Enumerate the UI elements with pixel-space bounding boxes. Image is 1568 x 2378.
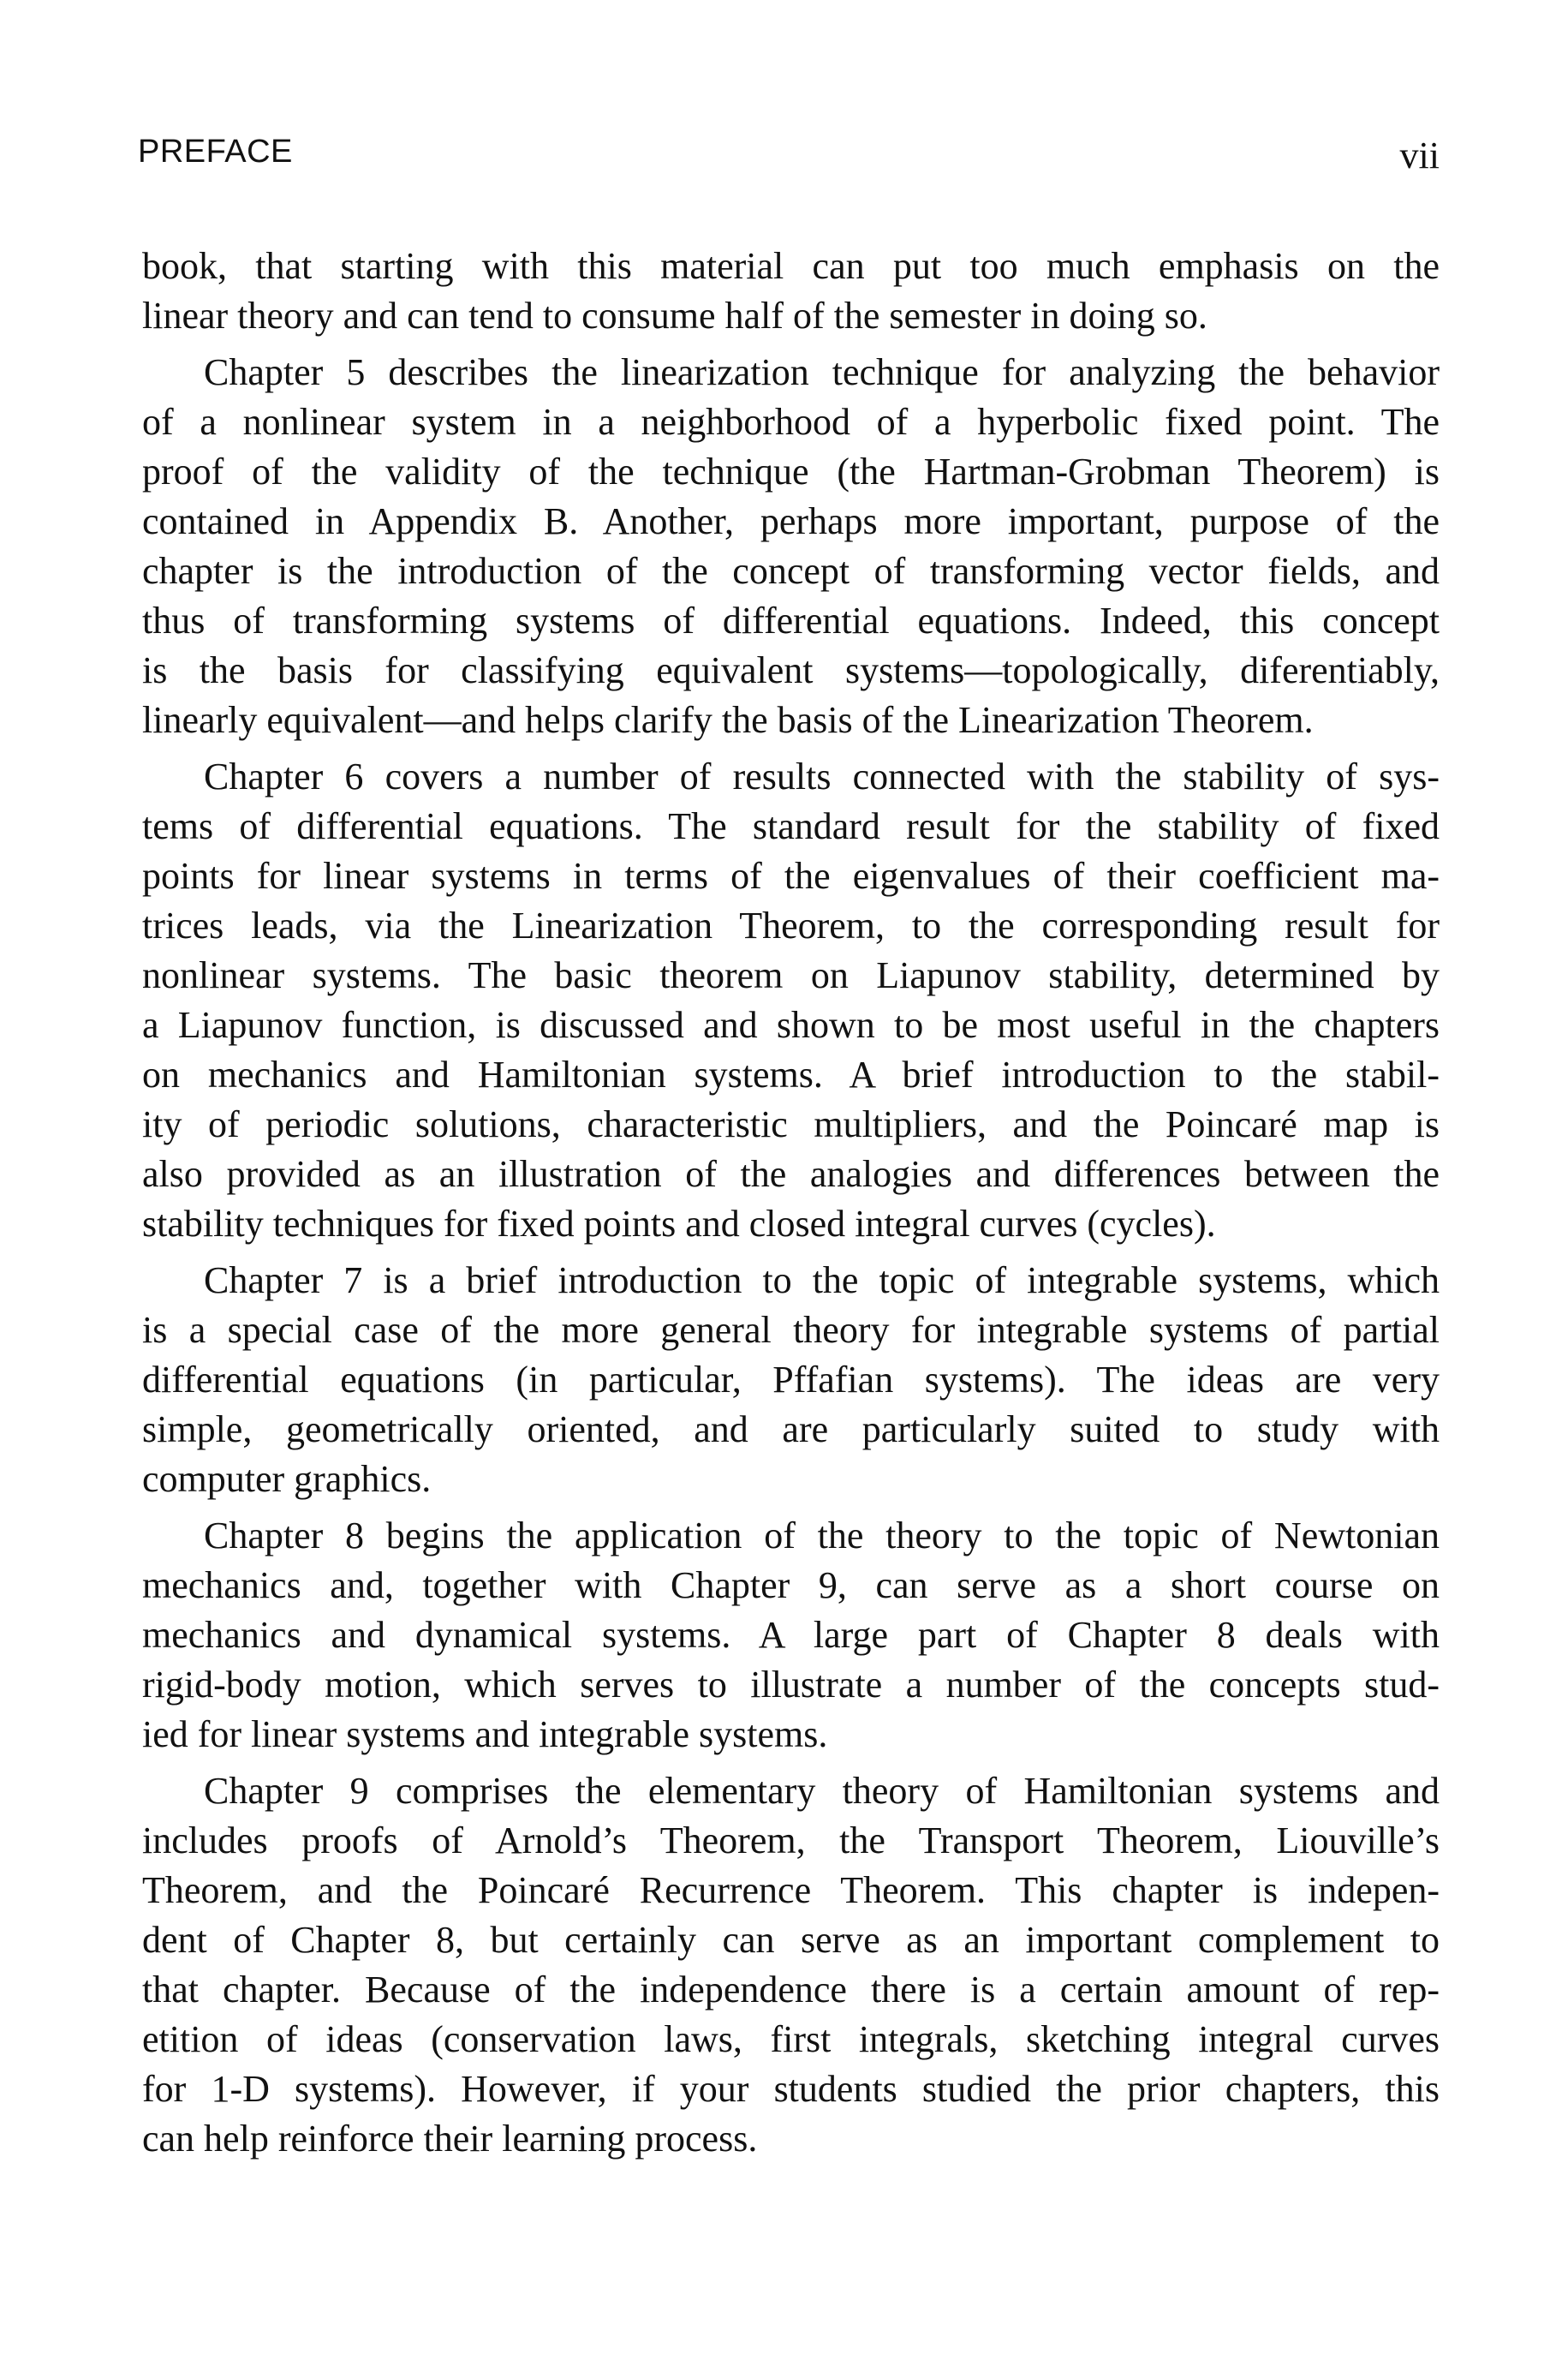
text-line: etition of ideas (conservation laws, first integrals, sketching integral curves [142,2018,1440,2060]
running-head: PREFACE [138,134,293,170]
text-line: stability techniques for fixed points and closed integral curves (cycles). [142,1203,1216,1245]
text-line: ity of periodic solutions, characteristic multipliers, and the Poincaré map is [142,1103,1440,1145]
text-line: contained in Appendix B. Another, perhaps more important, purpose of the [142,500,1440,542]
text-line: can help reinforce their learning process. [142,2118,758,2160]
text-line: Chapter 7 is a brief introduction to the topic of integrable systems, which [204,1259,1440,1301]
paragraph [142,752,1440,1249]
text-line: rigid-body motion, which serves to illustrate a number of the concepts stud- [142,1664,1440,1706]
text-line: also provided as an illustration of the analogies and differences between the [142,1153,1440,1195]
text-line: mechanics and, together with Chapter 9, can serve as a short course on [142,1564,1440,1606]
text-line: book, that starting with this material can put too much emphasis on the [142,245,1440,287]
text-line: chapter is the introduction of the concept of transforming vector fields, and [142,550,1440,592]
text-line: differential equations (in particular, Pffafian systems). The ideas are very [142,1359,1440,1401]
text-line: trices leads, via the Linearization Theorem, to the corresponding result for [142,905,1440,947]
text-line: is a special case of the more general theory for integrable systems of partial [142,1309,1440,1351]
text-line: points for linear systems in terms of the eigenvalues of their coefficient ma- [142,855,1440,897]
text-line: nonlinear systems. The basic theorem on Liapunov stability, determined by [142,954,1440,996]
text-line: includes proofs of Arnold’s Theorem, the Transport Theorem, Liouville’s [142,1819,1440,1861]
text-line: dent of Chapter 8, but certainly can serve as an important complement to [142,1919,1440,1961]
paragraph [142,1256,1440,1504]
text-line: Chapter 6 covers a number of results connected with the stability of sys- [204,756,1440,798]
text-line: mechanics and dynamical systems. A large part of Chapter 8 deals with [142,1614,1440,1656]
body-text [142,242,1440,2171]
text-line: tems of differential equations. The standard result for the stability of fixed [142,805,1440,847]
text-line: ied for linear systems and integrable systems. [142,1713,828,1755]
text-line: Theorem, and the Poincaré Recurrence Theorem. This chapter is indepen- [142,1869,1440,1911]
text-line: Chapter 9 comprises the elementary theory of Hamiltonian systems and [204,1770,1440,1812]
paragraph [142,348,1440,745]
text-line: Chapter 8 begins the application of the theory to the topic of Newtonian [204,1515,1440,1556]
paragraph [142,242,1440,341]
text-line: a Liapunov function, is discussed and shown to be most useful in the chapters [142,1004,1440,1046]
text-line: thus of transforming systems of differential equations. Indeed, this concept [142,600,1440,642]
text-line: linear theory and can tend to consume half of the semester in doing so. [142,295,1207,337]
text-line: is the basis for classifying equivalent systems—topologically, diferentiably, [142,649,1440,691]
text-line: of a nonlinear system in a neighborhood of a hyperbolic fixed point. The [142,401,1440,443]
text-line: Chapter 5 describes the linearization technique for analyzing the behavior [204,351,1440,393]
text-line: computer graphics. [142,1458,432,1500]
text-line: proof of the validity of the technique (the Hartman-Grobman Theorem) is [142,451,1440,493]
page-number: vii [1399,134,1440,176]
page-header [138,134,1440,176]
text-line: that chapter. Because of the independence there is a certain amount of rep- [142,1969,1440,2011]
text-line: simple, geometrically oriented, and are particularly suited to study with [142,1408,1440,1450]
text-line: on mechanics and Hamiltonian systems. A brief introduction to the stabil- [142,1054,1440,1096]
paragraph [142,1766,1440,2164]
text-line: for 1-D systems). However, if your students studied the prior chapters, this [142,2068,1440,2110]
paragraph [142,1511,1440,1760]
text-line: linearly equivalent—and helps clarify the basis of the Linearization Theorem. [142,699,1314,741]
